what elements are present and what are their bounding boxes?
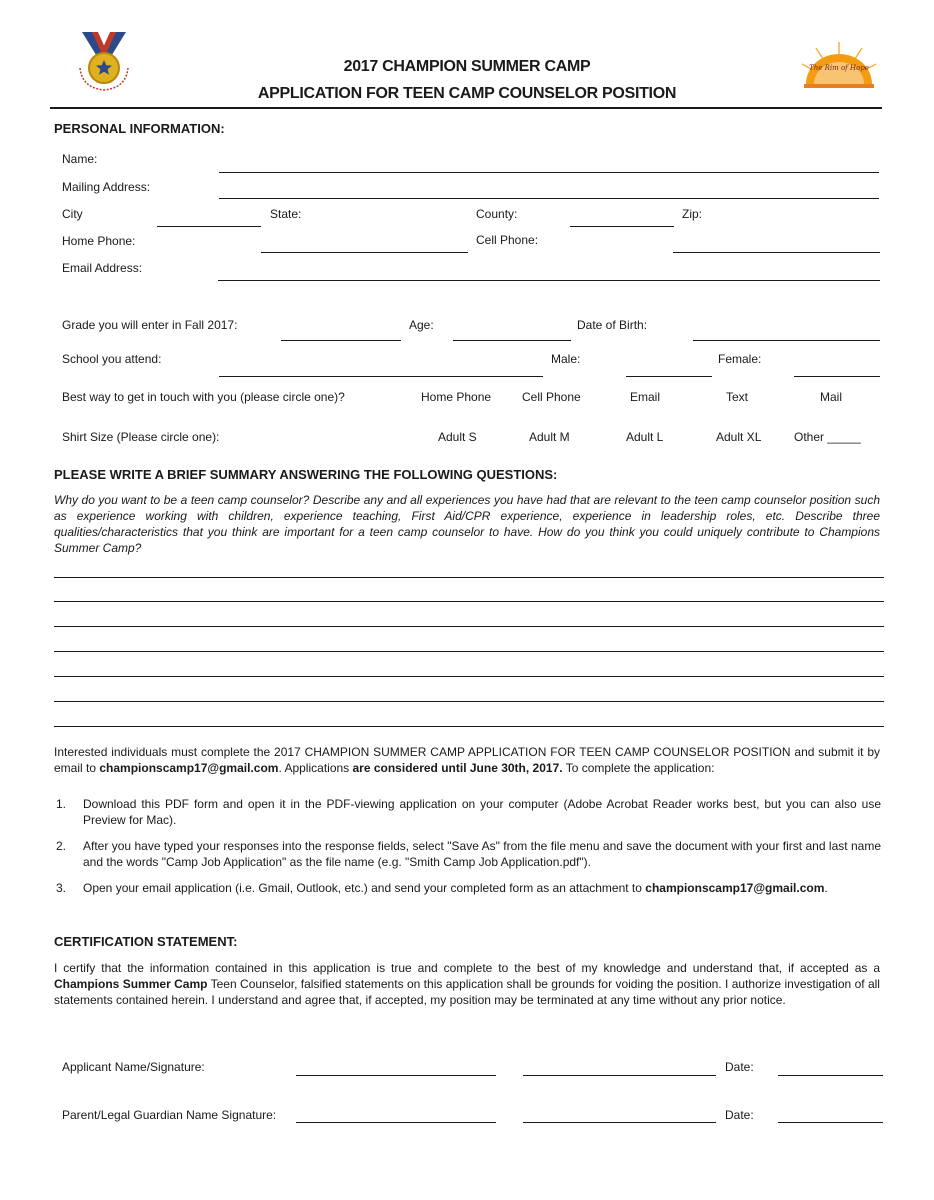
name-field[interactable]: [219, 172, 879, 173]
name-label: Name:: [62, 152, 98, 166]
school-label: School you attend:: [62, 352, 162, 366]
intro-text: To complete the application:: [562, 761, 715, 775]
form-title-line-2: APPLICATION FOR TEEN CAMP COUNSELOR POSITION: [257, 85, 677, 102]
guardian-date-field[interactable]: [778, 1122, 883, 1123]
deadline-text: are considered until June 30th, 2017.: [352, 761, 563, 775]
certification-heading: CERTIFICATION STATEMENT:: [54, 934, 238, 949]
step-3-text-after: .: [824, 881, 828, 895]
grade-label: Grade you will enter in Fall 2017:: [62, 318, 238, 332]
shirt-option-adult-l[interactable]: Adult L: [626, 430, 664, 444]
contact-option-cell-phone[interactable]: Cell Phone: [522, 390, 581, 404]
summary-answer-line[interactable]: [54, 577, 884, 578]
home-phone-label: Home Phone:: [62, 234, 136, 248]
contact-option-email[interactable]: Email: [630, 390, 661, 404]
cell-phone-field[interactable]: [673, 252, 880, 253]
state-label: State:: [270, 207, 302, 221]
applicant-date-label: Date:: [725, 1060, 754, 1074]
camp-name: Champions Summer Camp: [54, 977, 208, 991]
step-number: 2.: [56, 839, 67, 853]
summary-answer-line[interactable]: [54, 726, 884, 727]
guardian-name-field[interactable]: [296, 1122, 496, 1123]
female-label: Female:: [718, 352, 762, 366]
summary-heading: PLEASE WRITE A BRIEF SUMMARY ANSWERING THE FOLLOWING QUESTIONS:: [54, 467, 558, 482]
step-2-text: After you have typed your responses into the response fields, select "Save As" from the file menu and save the document with your first and last name and the words "Camp Job Application" as the file name (e.g. "Smith Camp Job Application.pdf").: [83, 839, 881, 869]
dob-field[interactable]: [693, 340, 880, 341]
certification-text-part: I certify that the information contained in this application is true and complete to the best of my knowledge and understand that, if accepted as a: [54, 961, 880, 975]
applicant-signature-field[interactable]: [523, 1075, 716, 1076]
grade-field[interactable]: [281, 340, 401, 341]
contact-option-home-phone[interactable]: Home Phone: [421, 390, 492, 404]
applicant-signature-label: Applicant Name/Signature:: [62, 1060, 205, 1074]
shirt-option-other[interactable]: Other _____: [794, 430, 861, 444]
instructions-intro: [54, 744, 880, 776]
female-field[interactable]: [794, 376, 880, 377]
email-address-label: Email Address:: [62, 261, 143, 275]
mailing-address-label: Mailing Address:: [62, 180, 151, 194]
summary-answer-line[interactable]: [54, 676, 884, 677]
shirt-option-adult-m[interactable]: Adult M: [529, 430, 570, 444]
personal-info-heading: PERSONAL INFORMATION:: [54, 121, 225, 136]
summary-answer-line[interactable]: [54, 626, 884, 627]
summary-answer-line[interactable]: [54, 601, 884, 602]
county-label: County:: [476, 207, 518, 221]
school-field[interactable]: [219, 376, 543, 377]
form-title-line-1: 2017 CHAMPION SUMMER CAMP: [343, 58, 591, 75]
contact-option-mail[interactable]: Mail: [820, 390, 843, 404]
logo-text: The Rim of Hope: [809, 64, 869, 72]
shirt-option-adult-s[interactable]: Adult S: [438, 430, 477, 444]
male-field[interactable]: [626, 376, 712, 377]
contact-option-text[interactable]: Text: [726, 390, 749, 404]
certification-text-part: Teen Counselor, falsified statements on this application shall be grounds for voiding the position. I authorize investigation of all statements contained herein. I understand and agree that, if accepted, my position may be terminated at any time without any prior notice.: [54, 977, 880, 1007]
guardian-signature-label: Parent/Legal Guardian Name Signature:: [62, 1108, 277, 1122]
county-field[interactable]: [570, 226, 674, 227]
summary-answer-line[interactable]: [54, 651, 884, 652]
step-3-text-before: Open your email application (i.e. Gmail, Outlook, etc.) and send your completed form as an attachment to: [83, 881, 646, 895]
home-phone-field[interactable]: [261, 252, 468, 253]
city-label: City: [62, 207, 83, 221]
step-number: 3.: [56, 881, 67, 895]
applicant-name-field[interactable]: [296, 1075, 496, 1076]
guardian-date-label: Date:: [725, 1108, 754, 1122]
zip-label: Zip:: [682, 207, 703, 221]
shirt-size-question: Shirt Size (Please circle one):: [62, 430, 220, 444]
cell-phone-label: Cell Phone:: [476, 233, 539, 247]
certification-text: [54, 960, 880, 1008]
dob-label: Date of Birth:: [577, 318, 648, 332]
email-address-field[interactable]: [218, 280, 880, 281]
step-3-text: [83, 880, 881, 896]
male-label: Male:: [551, 352, 581, 366]
intro-text: . Applications: [278, 761, 353, 775]
intro-text: Interested individuals must complete the 2017 CHAMPION SUMMER CAMP APPLICATION FOR TEEN CAMP COUNSELOR POSITION and submit it by email to: [54, 745, 880, 775]
contact-question: Best way to get in touch with you (please circle one)?: [62, 390, 345, 404]
age-label: Age:: [409, 318, 434, 332]
contact-email-link[interactable]: championscamp17@gmail.com: [645, 881, 825, 895]
step-number: 1.: [56, 797, 67, 811]
summary-answer-line[interactable]: [54, 701, 884, 702]
mailing-address-field[interactable]: [219, 198, 879, 199]
guardian-signature-field[interactable]: [523, 1122, 716, 1123]
city-field[interactable]: [157, 226, 261, 227]
step-1-text: Download this PDF form and open it in the PDF-viewing application on your computer (Adobe Acrobat Reader works best, but you can also use Preview for Mac).: [83, 797, 881, 827]
age-field[interactable]: [453, 340, 571, 341]
contact-email-link[interactable]: championscamp17@gmail.com: [99, 761, 279, 775]
title-rule: [50, 107, 882, 109]
applicant-date-field[interactable]: [778, 1075, 883, 1076]
shirt-option-adult-xl[interactable]: Adult XL: [716, 430, 762, 444]
summary-prompt: Why do you want to be a teen camp counselor? Describe any and all experiences you have had that are relevant to the teen camp counselor position such as experience working with children, experience teaching, First Aid/CPR experience, experience in leadership roles, etc. Describe three qualities/characteristics that you think are important for a teen camp counselor to have. How do you think you could uniquely contribute to Champions Summer Camp?: [54, 493, 880, 555]
